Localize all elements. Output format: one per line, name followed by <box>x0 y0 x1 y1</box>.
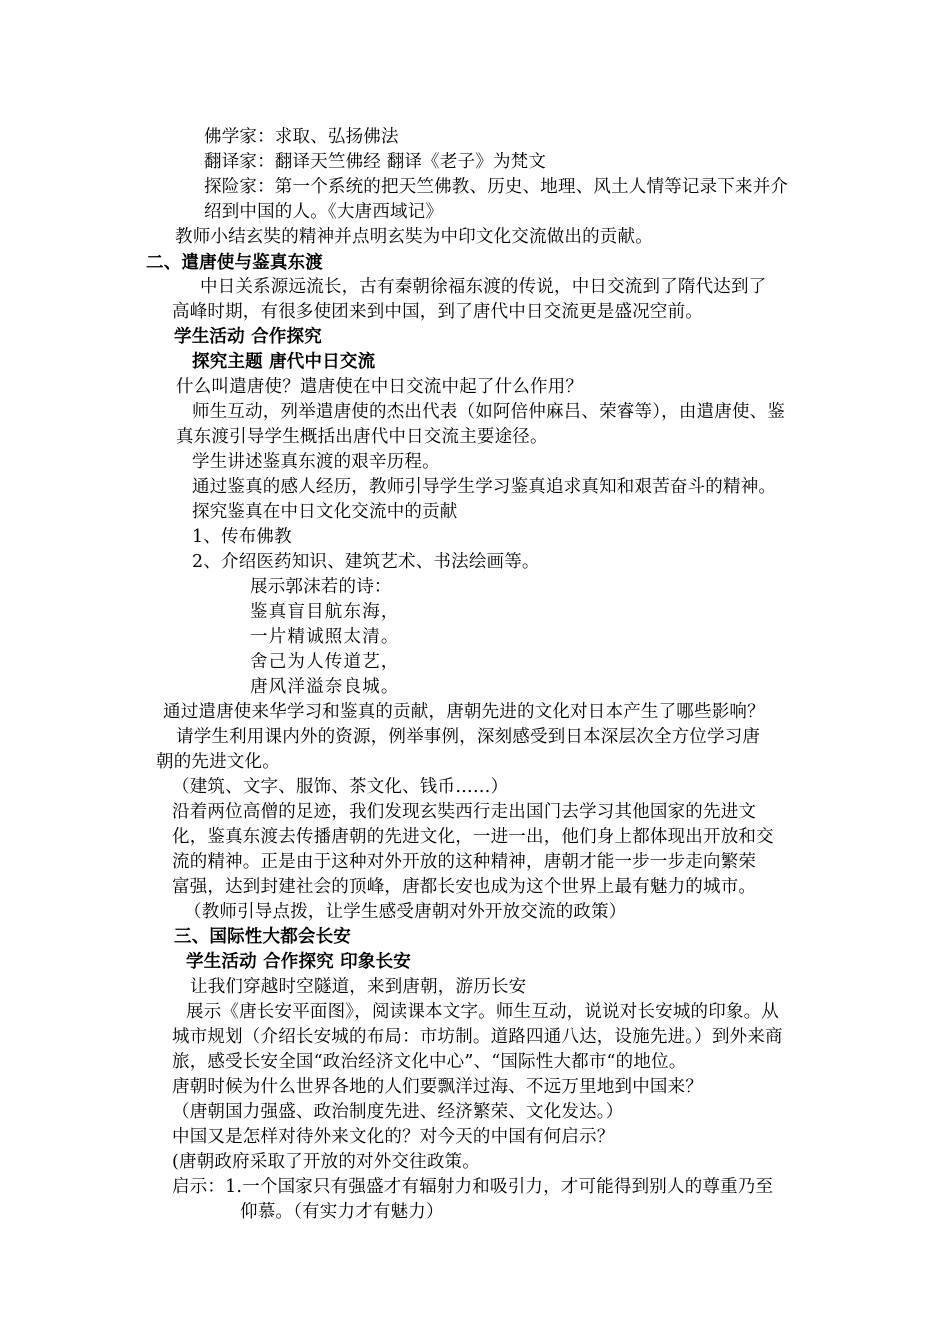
text-line: 教师小结玄奘的精神并点明玄奘为中印文化交流做出的贡献。 <box>175 227 653 247</box>
list-item: 2、介绍医药知识、建筑艺术、书法绘画等。 <box>192 552 540 572</box>
text-line: 展示郭沫若的诗： <box>250 577 392 597</box>
text-line: (唐朝政府采取了开放的对外交往政策。 <box>172 1152 480 1172</box>
text-line: （唐朝国力强盛、政治制度先进、经济繁荣、文化发达。） <box>172 1102 624 1122</box>
text-line: 唐朝时候为什么世界各地的人们要飘洋过海、不远万里地到中国来？ <box>172 1077 703 1097</box>
text-line: 中日关系源远流长，古有秦朝徐福东渡的传说，中日交流到了隋代达到了 <box>200 277 767 297</box>
text-line: 富强，达到封建社会的顶峰，唐都长安也成为这个世界上最有魅力的城市。 <box>172 877 757 897</box>
text-line: （教师引导点拨，让学生感受唐朝对外开放交流的政策） <box>184 902 627 922</box>
text-line: 展示《唐长安平面图》，阅读课本文字。师生互动，说说对长安城的印象。从 <box>186 1002 780 1022</box>
poem-line: 舍己为人传道艺， <box>250 652 400 672</box>
text-line: 启示：1.一个国家只有强盛才有辐射力和吸引力，才可能得到别人的尊重乃至 <box>172 1177 774 1197</box>
text-line: 学生讲述鉴真东渡的艰辛历程。 <box>192 452 440 472</box>
subheading: 学生活动 合作探究 <box>174 327 322 347</box>
text-line: 请学生利用课内外的资源，例举事例，深刻感受到日本深层次全方位学习唐 <box>176 727 761 747</box>
text-line: 仰慕。（有实力才有魅力） <box>240 1202 444 1222</box>
text-line: 佛学家：求取、弘扬佛法 <box>204 127 399 147</box>
section-heading: 三、国际性大都会长安 <box>174 927 351 947</box>
poem-line: 唐风洋溢奈良城。 <box>250 677 400 697</box>
text-line: 通过遣唐使来华学习和鉴真的贡献，唐朝先进的文化对日本产生了哪些影响？ <box>163 702 765 722</box>
text-line: 高峰时期，有很多使团来到中国，到了唐代中日交流更是盛况空前。 <box>172 302 703 322</box>
text-line: 什么叫遣唐使？遣唐使在中日交流中起了什么作用？ <box>176 377 584 397</box>
text-line: 让我们穿越时空隧道，来到唐朝，游历长安 <box>190 977 527 997</box>
subheading: 探究主题 唐代中日交流 <box>192 352 376 372</box>
text-line: 城市规划（介绍长安城的布局：市坊制。道路四通八达，设施先进。）到外来商 <box>172 1027 783 1047</box>
text-line: 化，鉴真东渡去传播唐朝的先进文化，一进一出，他们身上都体现出开放和交 <box>172 827 774 847</box>
list-item: 1、传布佛教 <box>192 527 292 547</box>
text-line: 流的精神。正是由于这种对外开放的这种精神，唐朝才能一步一步走向繁荣 <box>172 852 757 872</box>
text-line: （建筑、文字、服饰、茶文化、钱币……） <box>172 777 509 797</box>
poem-line: 鉴真盲目航东海， <box>250 602 400 622</box>
text-line: 沿着两位高僧的足迹，我们发现玄奘西行走出国门去学习其他国家的先进文 <box>172 802 757 822</box>
subheading: 学生活动 合作探究 印象长安 <box>186 952 411 972</box>
text-line: 师生互动，列举遣唐使的杰出代表（如阿倍仲麻吕、荣睿等），由遣唐使、鉴 <box>192 402 786 422</box>
text-line: 绍到中国的人。《大唐西域记》 <box>204 202 444 222</box>
text-line: 通过鉴真的感人经历，教师引导学生学习鉴真追求真知和艰苦奋斗的精神。 <box>192 477 777 497</box>
text-line: 旅，感受长安全国“政治经济文化中心”、“国际性大都市“的地位。 <box>172 1052 687 1072</box>
text-line: 翻译家：翻译天竺佛经 翻译《老子》为梵文 <box>204 152 547 172</box>
section-heading: 二、遣唐使与鉴真东渡 <box>146 253 323 273</box>
text-line: 探究鉴真在中日文化交流中的贡献 <box>192 502 458 522</box>
text-line: 朝的先进文化。 <box>156 752 280 772</box>
text-line: 真东渡引导学生概括出唐代中日交流主要途径。 <box>176 427 548 447</box>
text-line: 中国又是怎样对待外来文化的？对今天的中国有何启示？ <box>172 1127 615 1147</box>
text-line: 探险家：第一个系统的把天竺佛教、历史、地理、风土人情等记录下来并介 <box>204 177 789 197</box>
poem-line: 一片精诚照太清。 <box>250 627 400 647</box>
